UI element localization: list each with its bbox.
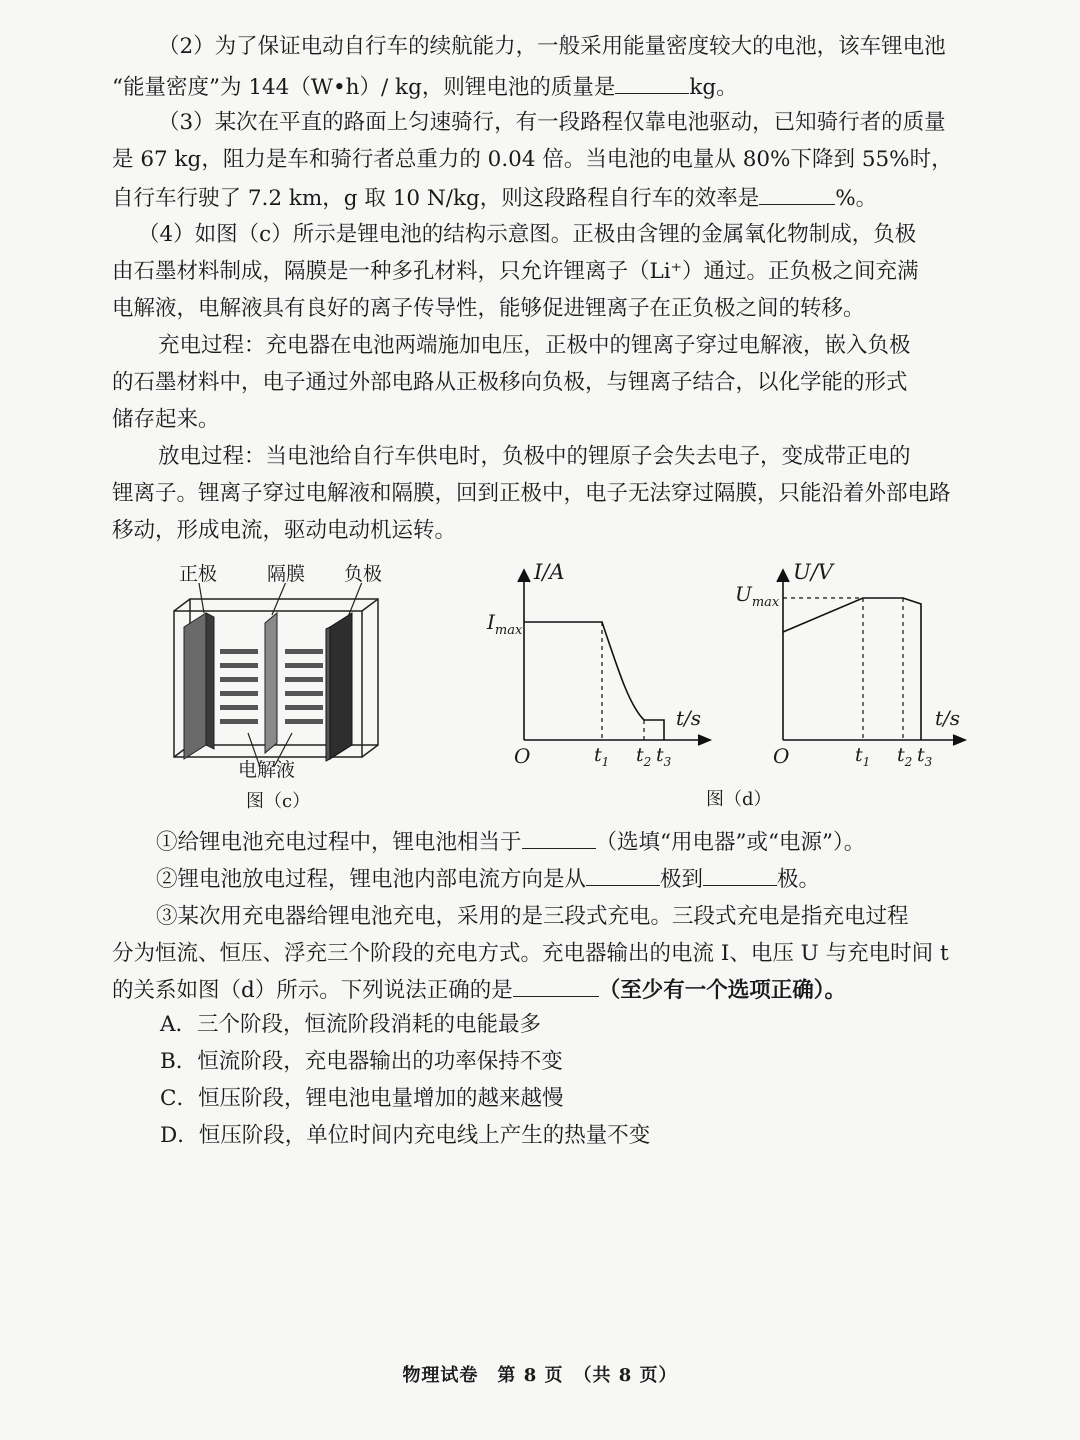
x-axis-label-time: t/s: [676, 706, 702, 730]
origin-label: O: [514, 744, 531, 768]
figure-c: [160, 555, 400, 815]
charge-line-2: 的石墨材料中，电子通过外部电路从正极移向负极，与锂离子结合，以化学能的形式: [112, 370, 908, 395]
t3-label-2: $t_3$: [917, 744, 933, 769]
t2-label: $t_2$: [636, 744, 652, 769]
discharge-line-3: 移动，形成电流，驱动电动机运转。: [112, 518, 457, 543]
label-positive: 正极: [179, 563, 218, 585]
sub-question-2: ②锂电池放电过程，锂电池内部电流方向是从 极到 极。: [156, 859, 1016, 898]
figure-d-current-graph: [480, 556, 720, 776]
figure-c-caption: 图（c）: [246, 791, 311, 812]
discharge-line-1: 放电过程：当电池给自行车供电时，负极中的锂原子会失去电子，变成带正电的: [158, 444, 911, 469]
umax-label: $U_{max}$: [735, 582, 780, 610]
origin-label-2: O: [773, 744, 790, 768]
answer-blank-from-pole[interactable]: [586, 859, 660, 886]
answer-blank-options[interactable]: [513, 970, 599, 997]
sub-question-3-line-2: 分为恒流、恒压、浮充三个阶段的充电方式。充电器输出的电流 I、电压 U 与充电时间 t: [112, 941, 949, 966]
x-axis-label-time-2: t/s: [935, 706, 961, 730]
option-a: A．三个阶段，恒流阶段消耗的电能最多: [160, 1012, 542, 1037]
q3-line-2: 是 67 kg，阻力是车和骑行者总重力的 0.04 倍。当电池的电量从 80%下降到 55%时，: [112, 147, 953, 172]
t1-label: $t_1$: [594, 744, 610, 769]
answer-blank-efficiency[interactable]: [759, 178, 835, 205]
sub-question-3-line-1: ③某次用充电器给锂电池充电，采用的是三段式充电。三段式充电是指充电过程: [156, 904, 909, 929]
discharge-line-2: 锂离子。锂离子穿过电解液和隔膜，回到正极中，电子无法穿过隔膜，只能沿着外部电路: [112, 481, 951, 506]
q2-line-2: “能量密度”为 144（W•h）/ kg，则锂电池的质量是 kg。: [112, 67, 972, 106]
q4-line-3: 电解液，电解液具有良好的离子传导性，能够促进锂离子在正负极之间的转移。: [112, 296, 865, 321]
imax-label: $I_{max}$: [487, 610, 523, 638]
charge-line-1: 充电过程：充电器在电池两端施加电压，正极中的锂离子穿过电解液，嵌入负极: [158, 333, 911, 358]
sub-question-1: ①给锂电池充电过程中，锂电池相当于 （选填“用电器”或“电源”）。: [156, 822, 1016, 861]
option-c: C．恒压阶段，锂电池电量增加的越来越慢: [160, 1086, 564, 1111]
t1-label-2: $t_1$: [855, 744, 871, 769]
current-graph-svg: [480, 556, 720, 776]
page-footer: 物理试卷 第 8 页 （共 8 页）: [402, 1365, 678, 1386]
answer-blank-mass[interactable]: [615, 67, 689, 94]
y-axis-label-voltage: U/V: [793, 560, 833, 584]
figure-d-voltage-graph: [735, 556, 975, 776]
q3-line-3: 自行车行驶了 7.2 km，g 取 10 N/kg，则这段路程自行车的效率是 %。: [112, 178, 972, 217]
t2-label-2: $t_2$: [897, 744, 913, 769]
t3-label: $t_3$: [656, 744, 672, 769]
q4-line-2: 由石墨材料制成，隔膜是一种多孔材料，只允许锂离子（Li⁺）通过。正负极之间充满: [112, 259, 919, 284]
charge-line-3: 储存起来。: [112, 407, 220, 432]
answer-blank-role[interactable]: [522, 822, 596, 849]
sub-question-3-line-3: 的关系如图（d）所示。下列说法正确的是 （至少有一个选项正确）。: [112, 970, 972, 1009]
figure-d-caption: 图（d）: [706, 789, 772, 810]
q3-line-1: （3）某次在平直的路面上匀速骑行，有一段路程仅靠电池驱动，已知骑行者的质量: [158, 110, 946, 135]
label-electrolyte: 电解液: [238, 759, 296, 781]
q2-line-1: （2）为了保证电动自行车的续航能力，一般采用能量密度较大的电池，该车锂电池: [158, 34, 946, 59]
label-negative: 负极: [344, 563, 383, 585]
label-separator: 隔膜: [267, 563, 306, 585]
option-d: D．恒压阶段，单位时间内充电线上产生的热量不变: [160, 1123, 651, 1148]
y-axis-label-current: I/A: [534, 560, 565, 584]
answer-blank-to-pole[interactable]: [703, 859, 777, 886]
q4-line-1: （4）如图（c）所示是锂电池的结构示意图。正极由含锂的金属氧化物制成，负极: [138, 222, 917, 247]
option-b: B．恒流阶段，充电器输出的功率保持不变: [160, 1049, 563, 1074]
